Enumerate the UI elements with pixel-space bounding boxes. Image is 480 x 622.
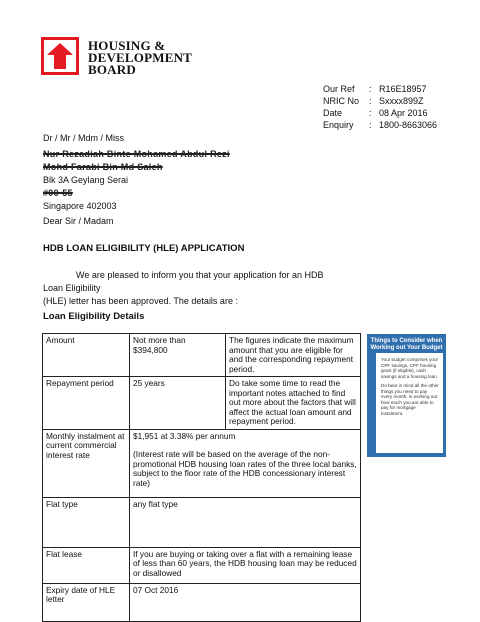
table-row xyxy=(43,334,361,377)
address-unit: #00-55 xyxy=(43,188,73,198)
budget-tip-2: Do bear in mind all the other things you need to pay every month, in working out how much you are able to pay for mortgage instalment. xyxy=(381,383,439,416)
address-block xyxy=(43,132,230,228)
ref-key: Date xyxy=(323,108,343,118)
amount-note: The figures indicate the maximum amount that you are eligible for and the corresponding repayment period. xyxy=(226,334,361,377)
hdb-name xyxy=(88,40,192,76)
expiry-label: Expiry date of HLE letter xyxy=(43,583,130,621)
flat-type-label: Flat type xyxy=(43,497,130,547)
monthly-cell xyxy=(130,429,361,497)
amount-value: Not more than $394,800 xyxy=(130,334,226,377)
table-row xyxy=(43,377,361,430)
table-row xyxy=(43,497,361,547)
ref-colon: : xyxy=(369,84,372,94)
ref-key: Enquiry xyxy=(323,120,354,130)
flat-type-value: any flat type xyxy=(130,497,361,547)
address-street: Blk 3A Geylang Serai xyxy=(43,175,129,185)
repayment-note: Do take some time to read the important notes attached to find out more about the factors that will affect the actual loan amount and repayment period. xyxy=(226,377,361,430)
ref-key: Our Ref xyxy=(323,84,355,94)
ref-value: Sxxxx899Z xyxy=(379,96,424,106)
section-title: Loan Eligibility Details xyxy=(43,311,145,322)
loan-details-table xyxy=(42,333,361,622)
table-row xyxy=(43,547,361,583)
recipient-name-1: Nur Rezadiah Binte Mohamed Abdul Rezi xyxy=(43,149,230,159)
repayment-label: Repayment period xyxy=(43,377,130,430)
greeting: Dear Sir / Madam xyxy=(43,216,114,226)
brand-line-1: HOUSING & xyxy=(88,38,166,53)
amount-label: Amount xyxy=(43,334,130,377)
ref-colon: : xyxy=(369,96,372,106)
brand-line-3: BOARD xyxy=(88,62,136,77)
hdb-logo xyxy=(40,36,80,81)
brand-line-2: DEVELOPMENT xyxy=(88,50,193,65)
expiry-value: 07 Oct 2016 xyxy=(130,583,361,621)
ref-key: NRIC No xyxy=(323,96,360,106)
ref-colon: : xyxy=(369,120,372,130)
intro-paragraph xyxy=(43,269,343,308)
monthly-note: (Interest rate will be based on the average of the non-promotional HDB housing loan rates of the three local banks, subject to the floor rate of the HDB concessionary interest rate) xyxy=(133,449,357,488)
ref-row xyxy=(323,83,437,95)
address-city: Singapore 402003 xyxy=(43,201,117,211)
intro-line-1: We are pleased to inform you that your application for an HDB Loan Eligibility xyxy=(43,270,324,293)
table-row xyxy=(43,583,361,621)
repayment-value: 25 years xyxy=(130,377,226,430)
table-row xyxy=(43,429,361,497)
ref-colon: : xyxy=(369,108,372,118)
recipient-name-2: Mohd Farabi Bin Md Saleh xyxy=(43,162,163,172)
intro-line-2: (HLE) letter has been approved. The details are : xyxy=(43,296,238,306)
budget-tips-box xyxy=(367,334,446,457)
ref-row xyxy=(323,119,437,131)
salutation-titles: Dr / Mr / Mdm / Miss xyxy=(43,133,124,143)
budget-tips-content xyxy=(376,353,443,453)
monthly-value: $1,951 at 3.38% per annum xyxy=(133,430,236,441)
ref-row xyxy=(323,95,437,107)
monthly-label: Monthly instalment at current commercial interest rate xyxy=(43,429,130,497)
flat-lease-label: Flat lease xyxy=(43,547,130,583)
ref-value: 08 Apr 2016 xyxy=(379,108,428,118)
budget-tips-title: Things to Consider when Working out Your Budget xyxy=(370,338,443,351)
ref-value: 1800-8663066 xyxy=(379,120,438,130)
hdb-house-arrow-icon xyxy=(40,36,80,76)
ref-value: R16E18957 xyxy=(379,84,427,94)
ref-row xyxy=(323,107,437,119)
reference-block xyxy=(323,83,437,131)
letter-subject: HDB LOAN ELIGIBILITY (HLE) APPLICATION xyxy=(43,243,245,254)
budget-tip-1: Your budget comprises your CPF savings, CPF housing grant (if eligible), cash savings and a housing loan. xyxy=(381,357,439,379)
flat-lease-value: If you are buying or taking over a flat with a remaining lease of less than 60 years, the HDB housing loan may be reduced or disallowed xyxy=(130,547,361,583)
